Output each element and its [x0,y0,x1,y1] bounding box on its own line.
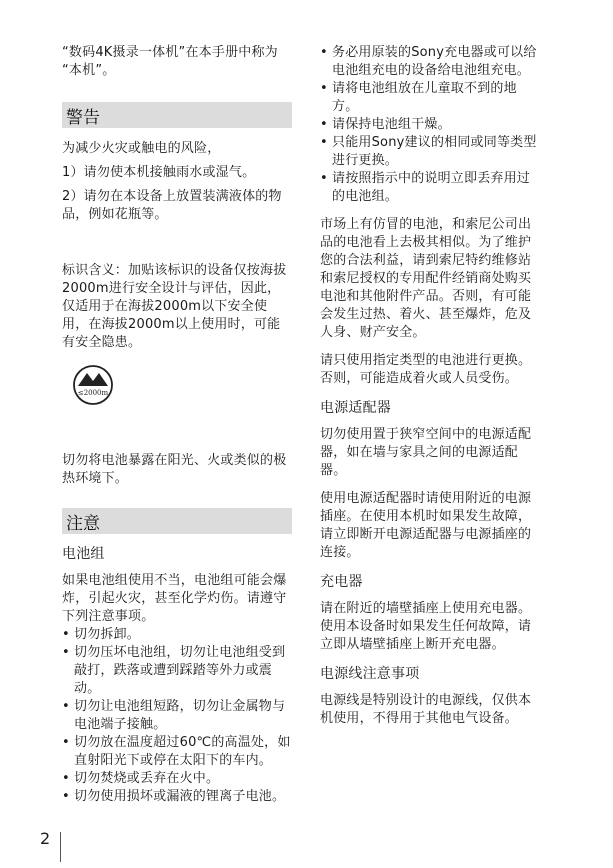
charger-heading: 充电器 [320,574,363,590]
battery-heading: 电池组 [62,546,105,562]
list-item: • 切勿压坏电池组，切勿让电池组受到敲打，跌落或遭到踩踏等外力或震动。 [62,645,286,696]
warning-item-1: 1）请勿使本机接触雨水或湿气。 [62,165,256,180]
bullet-icon: • [320,171,328,186]
warning-section-header [62,102,292,128]
bullet-icon: • [62,735,70,750]
list-item: • 请按照指示中的说明立即丢弃用过的电池组。 [320,171,531,204]
altitude-mark-description: 标识含义：加贴该标识的设备仅按海拔2000m进行安全设计与评估，因此，仅适用于在海拔2000m以下安全使用，在海拔2000m以上使用时，可能有安全隐患。 [62,263,287,350]
bullet-icon: • [320,135,328,150]
page-number: 2 [40,829,51,848]
bullet-icon: • [62,699,70,714]
list-item: • 切勿放在温度超过60℃的高温处，如直射阳光下或停在太阳下的车内。 [62,735,291,768]
list-item: • 务必用原装的Sony充电器或可以给电池组充电的设备给电池组充电。 [320,45,537,78]
list-item: • 只能用Sony建议的相同或同等类型进行更换。 [320,135,537,168]
bullet-icon: • [62,789,70,804]
list-item: • 切勿拆卸。 [62,627,141,642]
bullet-icon: • [62,645,70,660]
bullet-icon: • [320,45,328,60]
warning-item-2: 2）请勿在本设备上放置装满液体的物品，例如花瓶等。 [62,189,282,222]
right-column [320,44,542,728]
list-item: • 请将电池组放在儿童取不到的地方。 [320,81,517,114]
bullet-icon: • [320,81,328,96]
battery-bullet-list-continued [320,44,542,206]
power-cord-text: 电源线是特别设计的电源线，仅供本机使用，不得用于其他电气设备。 [320,693,532,726]
bullet-icon: • [62,771,70,786]
replacement-battery-text: 请只使用指定类型的电池进行更换。否则，可能造成着火或人员受伤。 [320,353,532,386]
list-item: • 切勿焚烧或丢弃在火中。 [62,771,220,786]
bullet-icon: • [320,117,328,132]
adapter-text-1: 切勿使用置于狭窄空间中的电源适配器，如在墙与家具之间的电源适配器。 [320,427,532,478]
intro-text: “数码4K摄录一体机”在本手册中称为 “本机”。 [62,45,278,78]
counterfeit-battery-text: 市场上有仿冒的电池，和索尼公司出品的电池看上去极其相似。为了维护您的合法利益，请到索尼特约维修站和索尼授权的专用配件经销商处购买电池和其他附件产品。否则，有可能会发生过热、着火、甚至爆炸，危及人身、财产安全。 [320,217,532,340]
heat-warning-text: 切勿将电池暴露在阳光、火或类似的极热环境下。 [62,453,287,486]
power-cord-heading: 电源线注意事项 [320,666,420,682]
altitude-2000m-icon [72,364,114,406]
warning-risk-text: 为减少火灾或触电的风险， [62,141,221,156]
adapter-heading: 电源适配器 [320,400,391,416]
list-item: • 切勿使用损坏或漏液的锂离子电池。 [62,789,286,804]
left-column [62,44,292,806]
bullet-icon: • [62,627,70,642]
battery-intro: 如果电池组使用不当，电池组可能会爆炸，引起火灾，甚至化学灼伤。请遵守下列注意事项。 [62,573,287,624]
battery-bullet-list [62,626,292,806]
list-item: • 请保持电池组干燥。 [320,117,451,132]
adapter-text-2: 使用电源适配器时请使用附近的电源插座。在使用本机时如果发生故障，请立即断开电源适配器与电源插座的连接。 [320,491,532,560]
charger-text: 请在附近的墙壁插座上使用充电器。使用本设备时如果发生任何故障，请立即从墙壁插座上断开充电器。 [320,601,532,652]
altitude-mark-label: ≤2000m [77,389,109,397]
page-number-divider [60,832,61,862]
caution-title: 注意 [66,513,100,534]
list-item: • 切勿让电池组短路，切勿让金属物与电池端子接触。 [62,699,286,732]
caution-section-header [62,508,292,534]
warning-title: 警告 [66,107,100,128]
